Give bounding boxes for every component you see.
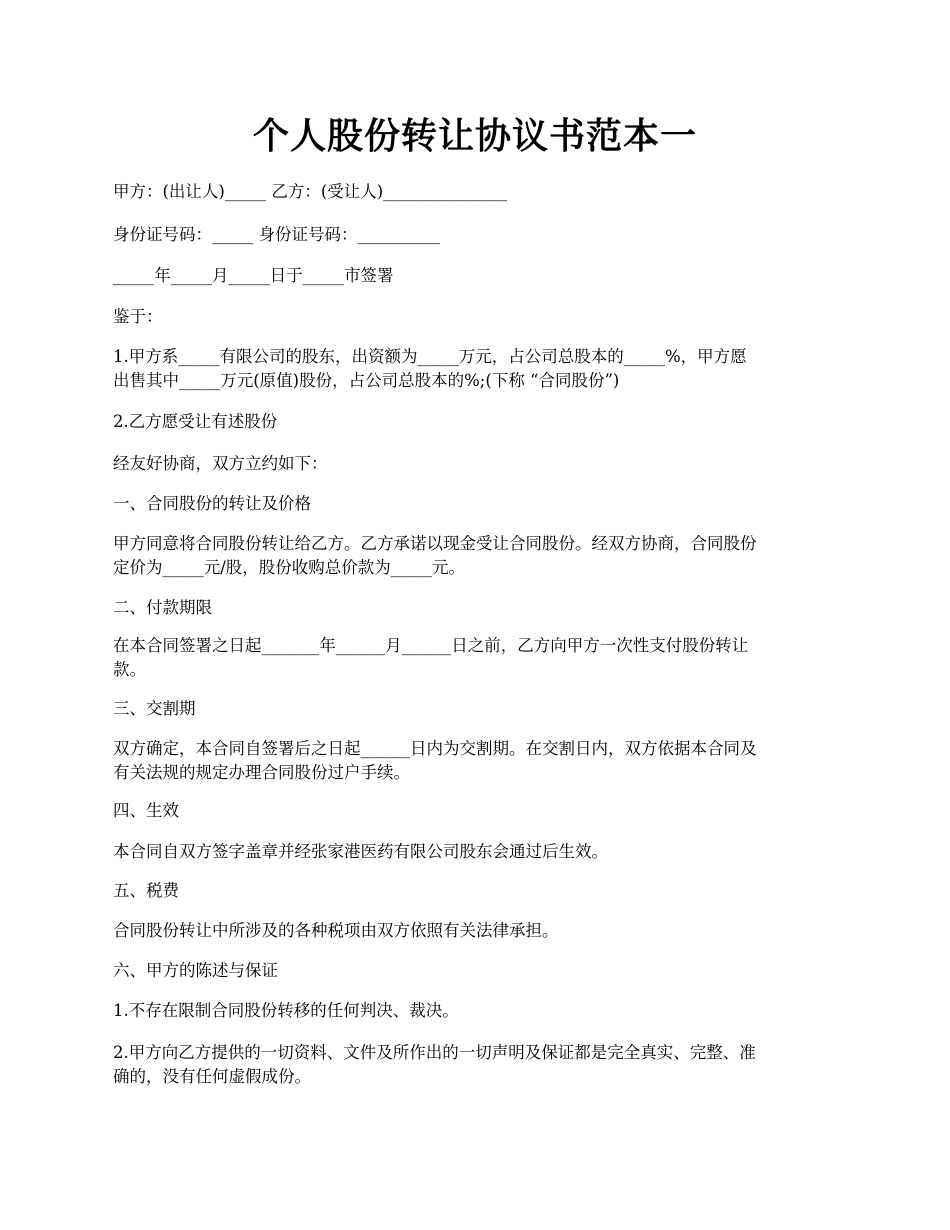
section-6-item-2: 2.甲方向乙方提供的一切资料、文件及所作出的一切声明及保证都是完全真实、完整、准 确的，没有任何虚假成份。 (113, 1043, 756, 1086)
whereas-heading: 鉴于： (113, 307, 163, 326)
section-heading-1: 一、合同股份的转让及价格 (113, 494, 311, 513)
recital-2: 2.乙方愿受让有述股份 (113, 412, 278, 431)
section-heading-4: 四、生效 (113, 801, 179, 820)
signing-date-line: _____年_____月_____日于_____市签署 (113, 266, 394, 285)
agreement-intro: 经友好协商，双方立约如下： (113, 454, 328, 473)
section-body-1: 甲方同意将合同股份转让给乙方。乙方承诺以现金受让合同股份。经双方协商，合同股份 定价为_____元/股，股份收购总价款为_____元。 (113, 534, 757, 577)
section-heading-6: 六、甲方的陈述与保证 (113, 961, 278, 980)
section-body-4: 本合同自双方签字盖章并经张家港医药有限公司股东会通过后生效。 (113, 842, 608, 861)
section-heading-5: 五、税费 (113, 881, 179, 900)
section-body-5: 合同股份转让中所涉及的各种税项由双方依照有关法律承担。 (113, 921, 559, 940)
section-heading-3: 三、交割期 (113, 699, 196, 718)
section-heading-2: 二、付款期限 (113, 598, 212, 617)
recital-1: 1.甲方系_____有限公司的股东，出资额为_____万元，占公司总股本的_____%，甲方愿 出售其中_____万元(原值)股份，占公司总股本的%;(下称 “合同股份”) (113, 347, 747, 390)
party-line: 甲方：(出让人)_____ 乙方：(受让人)_______________ (113, 182, 507, 201)
section-6-item-1: 1.不存在限制合同股份转移的任何判决、裁决。 (113, 1001, 459, 1020)
section-body-3: 双方确定，本合同自签署后之日起______日内为交割期。在交割日内，双方依据本合同及 有关法规的规定办理合同股份过户手续。 (113, 739, 757, 782)
document-title: 个人股份转让协议书范本一 (252, 115, 697, 157)
section-body-2: 在本合同签署之日起_______年______月______日之前，乙方向甲方一次性支付股份转让 款。 (113, 636, 749, 679)
id-number-line: 身份证号码：_____ 身份证号码：__________ (113, 225, 440, 244)
